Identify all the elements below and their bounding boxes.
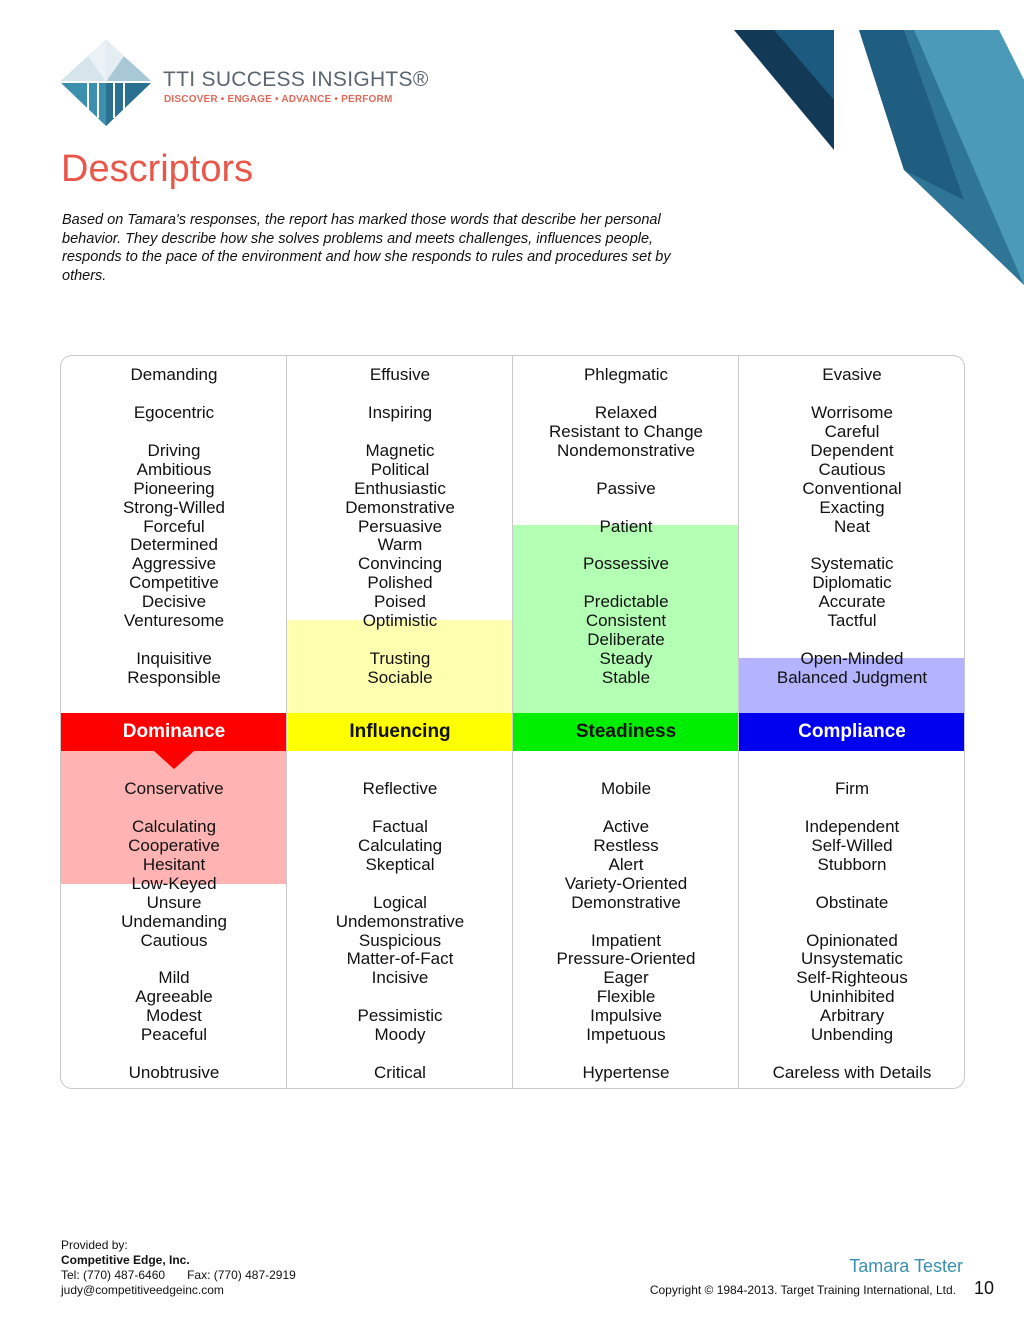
descriptor-word: Trusting — [369, 649, 431, 669]
respondent-name: Tamara Tester — [849, 1256, 963, 1276]
descriptor-word: Poised — [374, 592, 426, 612]
descriptor-word: Calculating — [357, 835, 443, 855]
provider-info — [61, 1238, 296, 1298]
descriptor-word: Dependent — [810, 440, 894, 460]
descriptor-word — [287, 631, 513, 650]
descriptor-word: Uninhibited — [809, 987, 895, 1007]
descriptor-word — [513, 461, 739, 480]
descriptor-word — [513, 913, 739, 932]
descriptor-word: Alert — [608, 854, 644, 874]
descriptor-word — [739, 631, 965, 650]
descriptor-word: Logical — [373, 892, 427, 912]
column-compliance — [738, 356, 965, 1088]
top-descriptor-list — [739, 366, 965, 688]
descriptor-word: Modest — [146, 1006, 202, 1026]
descriptor-word: Resistant to Change — [548, 421, 704, 441]
descriptor-word: Driving — [147, 440, 201, 460]
bot-descriptor-list — [513, 780, 739, 1083]
descriptor-word: Cooperative — [128, 835, 220, 855]
descriptor-word: Firm — [835, 779, 869, 798]
descriptor-word: Consistent — [585, 611, 667, 631]
descriptor-word: Skeptical — [365, 854, 435, 874]
descriptor-word: Demanding — [130, 365, 218, 384]
descriptor-word: Evasive — [822, 365, 882, 384]
descriptor-word — [287, 799, 513, 818]
descriptor-word: Relaxed — [594, 402, 658, 422]
tel: Tel: (770) 487-6460 — [61, 1268, 166, 1282]
descriptor-word: Hypertense — [582, 1063, 670, 1083]
descriptor-word: Stubborn — [817, 854, 887, 874]
descriptor-word: Cautious — [140, 930, 208, 950]
descriptor-word: Undemanding — [121, 911, 227, 931]
intro-paragraph: Based on Tamara's responses, the report has marked those words that describe her personal behavior. They describe how she solves problems and meets challenges, influences people, responds to the pace of the environment and how she responds to rules and procedures set by others. — [62, 212, 671, 284]
page-title: Descriptors — [61, 148, 254, 190]
descriptor-word: Critical — [374, 1063, 426, 1083]
descriptor-word: Pioneering — [133, 478, 215, 498]
descriptor-word — [61, 423, 287, 442]
descriptor-word: Possessive — [583, 554, 669, 574]
top-descriptor-list — [287, 366, 513, 688]
descriptor-word: Flexible — [596, 987, 656, 1007]
descriptor-word: Unobtrusive — [128, 1063, 220, 1083]
descriptor-word: Deliberate — [587, 630, 665, 650]
descriptor-word — [61, 631, 287, 650]
descriptor-word: Determined — [130, 535, 218, 555]
descriptor-word — [739, 536, 965, 555]
factor-label-steadiness: Steadiness — [513, 713, 739, 751]
top-descriptor-list — [61, 366, 287, 688]
column-dominance — [61, 356, 287, 1088]
descriptor-word: Stable — [601, 668, 651, 687]
descriptor-word — [739, 875, 965, 894]
page-number: 10 — [973, 1278, 994, 1298]
descriptor-word — [287, 423, 513, 442]
descriptor-word: Obstinate — [815, 892, 889, 912]
descriptor-word: Passive — [596, 478, 656, 498]
descriptor-word: Agreeable — [135, 987, 213, 1007]
descriptor-word: Inspiring — [367, 402, 433, 422]
descriptor-word: Variety-Oriented — [564, 873, 688, 893]
descriptor-word — [287, 988, 513, 1007]
descriptor-word — [739, 799, 965, 818]
descriptor-word: Open-Minded — [800, 649, 904, 669]
descriptor-word: Exacting — [819, 497, 885, 517]
brand-name: TTI SUCCESS INSIGHTS® — [163, 68, 429, 91]
company-name: Competitive Edge, Inc. — [61, 1253, 190, 1267]
descriptor-word: Careless with Details — [772, 1063, 932, 1083]
descriptor-word — [61, 799, 287, 818]
descriptor-word: Impatient — [591, 930, 661, 950]
descriptor-word: Persuasive — [357, 516, 443, 536]
descriptor-word: Responsible — [127, 668, 221, 687]
factor-label-influencing: Influencing — [287, 713, 513, 751]
descriptor-word: Peaceful — [140, 1025, 208, 1045]
descriptor-word: Enthusiastic — [354, 478, 446, 498]
descriptor-word: Unbending — [810, 1025, 894, 1045]
descriptor-word: Competitive — [129, 573, 219, 593]
descriptor-word: Patient — [599, 516, 653, 536]
descriptor-word: Tactful — [827, 611, 877, 631]
column-influencing — [286, 356, 513, 1088]
descriptor-word — [61, 1045, 287, 1064]
descriptor-word: Restless — [593, 835, 659, 855]
descriptor-word: Mild — [158, 968, 190, 988]
descriptor-word — [287, 385, 513, 404]
descriptor-word — [739, 1045, 965, 1064]
descriptor-word: Unsure — [146, 892, 202, 912]
descriptor-word: Optimistic — [362, 611, 438, 631]
descriptor-word: Active — [602, 816, 650, 836]
descriptor-word: Moody — [374, 1025, 426, 1045]
descriptor-word: Nondemonstrative — [557, 440, 695, 460]
descriptor-table — [60, 355, 965, 1089]
descriptor-word — [513, 799, 739, 818]
factor-pointer-icon — [154, 751, 194, 769]
factor-label-dominance: Dominance — [61, 713, 287, 751]
descriptor-word: Conservative — [124, 779, 224, 798]
descriptor-word: Demonstrative — [345, 497, 455, 517]
descriptor-word: Undemonstrative — [335, 911, 465, 931]
bot-descriptor-list — [739, 780, 965, 1083]
descriptor-word: Predictable — [583, 592, 669, 612]
descriptor-word: Inquisitive — [136, 649, 212, 669]
descriptor-word: Opinionated — [806, 930, 898, 950]
descriptor-word — [287, 1045, 513, 1064]
descriptor-word: Aggressive — [131, 554, 217, 574]
descriptor-word — [513, 574, 739, 593]
contact-email: judy@competitiveedgeinc.com — [61, 1283, 224, 1297]
descriptor-word: Self-Willed — [811, 835, 893, 855]
descriptor-word: Forceful — [143, 516, 205, 536]
descriptor-word: Factual — [372, 816, 428, 836]
descriptor-word: Political — [370, 459, 430, 479]
descriptor-word: Hesitant — [142, 854, 206, 874]
diamond-logo-icon — [58, 38, 154, 128]
copyright: Copyright © 1984-2013. Target Training International, Ltd. — [649, 1283, 956, 1297]
fax: Fax: (770) 487-2919 — [187, 1268, 296, 1282]
descriptor-word: Pessimistic — [357, 1006, 443, 1026]
bot-descriptor-list — [61, 780, 287, 1083]
descriptor-word — [287, 875, 513, 894]
descriptor-word: Cautious — [818, 459, 886, 479]
descriptor-word — [739, 385, 965, 404]
descriptor-word: Polished — [367, 573, 433, 593]
descriptor-word: Unsystematic — [800, 949, 904, 969]
descriptor-word: Phlegmatic — [583, 365, 669, 384]
descriptor-word: Arbitrary — [819, 1006, 885, 1026]
provided-by-label: Provided by: — [61, 1238, 128, 1252]
descriptor-word: Warm — [377, 535, 423, 555]
corner-triangles-decoration — [734, 0, 1024, 290]
descriptor-word: Diplomatic — [812, 573, 892, 593]
descriptor-word: Conventional — [802, 478, 902, 498]
descriptor-word: Steady — [599, 649, 653, 669]
descriptor-word: Balanced Judgment — [776, 668, 928, 687]
contact-phone — [61, 1268, 296, 1283]
descriptor-word — [739, 913, 965, 932]
descriptor-word — [61, 385, 287, 404]
descriptor-word: Demonstrative — [571, 892, 681, 912]
descriptor-word: Impetuous — [586, 1025, 666, 1045]
descriptor-word: Sociable — [367, 668, 433, 687]
descriptor-word — [513, 1045, 739, 1064]
descriptor-word — [513, 385, 739, 404]
descriptor-word: Strong-Willed — [122, 497, 226, 517]
brand-tagline: DISCOVER • ENGAGE • ADVANCE • PERFORM — [164, 94, 393, 105]
descriptor-word: Convincing — [357, 554, 443, 574]
descriptor-word: Impulsive — [590, 1006, 662, 1026]
descriptor-word: Decisive — [141, 592, 207, 612]
descriptor-word: Self-Righteous — [796, 968, 908, 988]
descriptor-word: Incisive — [371, 968, 429, 988]
factor-label-compliance: Compliance — [739, 713, 965, 751]
descriptor-word: Suspicious — [358, 930, 442, 950]
descriptor-word: Eager — [603, 968, 649, 988]
descriptor-word: Systematic — [810, 554, 894, 574]
descriptor-word: Pressure-Oriented — [556, 949, 696, 969]
descriptor-word — [513, 499, 739, 518]
descriptor-word: Accurate — [818, 592, 886, 612]
descriptor-word: Independent — [804, 816, 900, 836]
descriptor-word: Venturesome — [123, 611, 225, 631]
descriptor-word: Reflective — [362, 779, 438, 798]
descriptor-word: Matter-of-Fact — [346, 949, 454, 969]
descriptor-word: Effusive — [369, 365, 431, 384]
descriptor-word: Careful — [824, 421, 880, 441]
descriptor-word: Egocentric — [133, 402, 215, 422]
descriptor-word: Magnetic — [365, 440, 435, 460]
descriptor-word: Mobile — [600, 779, 652, 798]
top-descriptor-list — [513, 366, 739, 688]
descriptor-word: Worrisome — [811, 402, 893, 422]
descriptor-word: Calculating — [131, 816, 217, 836]
descriptor-word — [61, 950, 287, 969]
bot-descriptor-list — [287, 780, 513, 1083]
column-steadiness — [512, 356, 739, 1088]
descriptor-word: Low-Keyed — [131, 873, 217, 893]
descriptor-word: Ambitious — [136, 459, 212, 479]
descriptor-word — [513, 536, 739, 555]
descriptor-word: Neat — [834, 516, 870, 536]
